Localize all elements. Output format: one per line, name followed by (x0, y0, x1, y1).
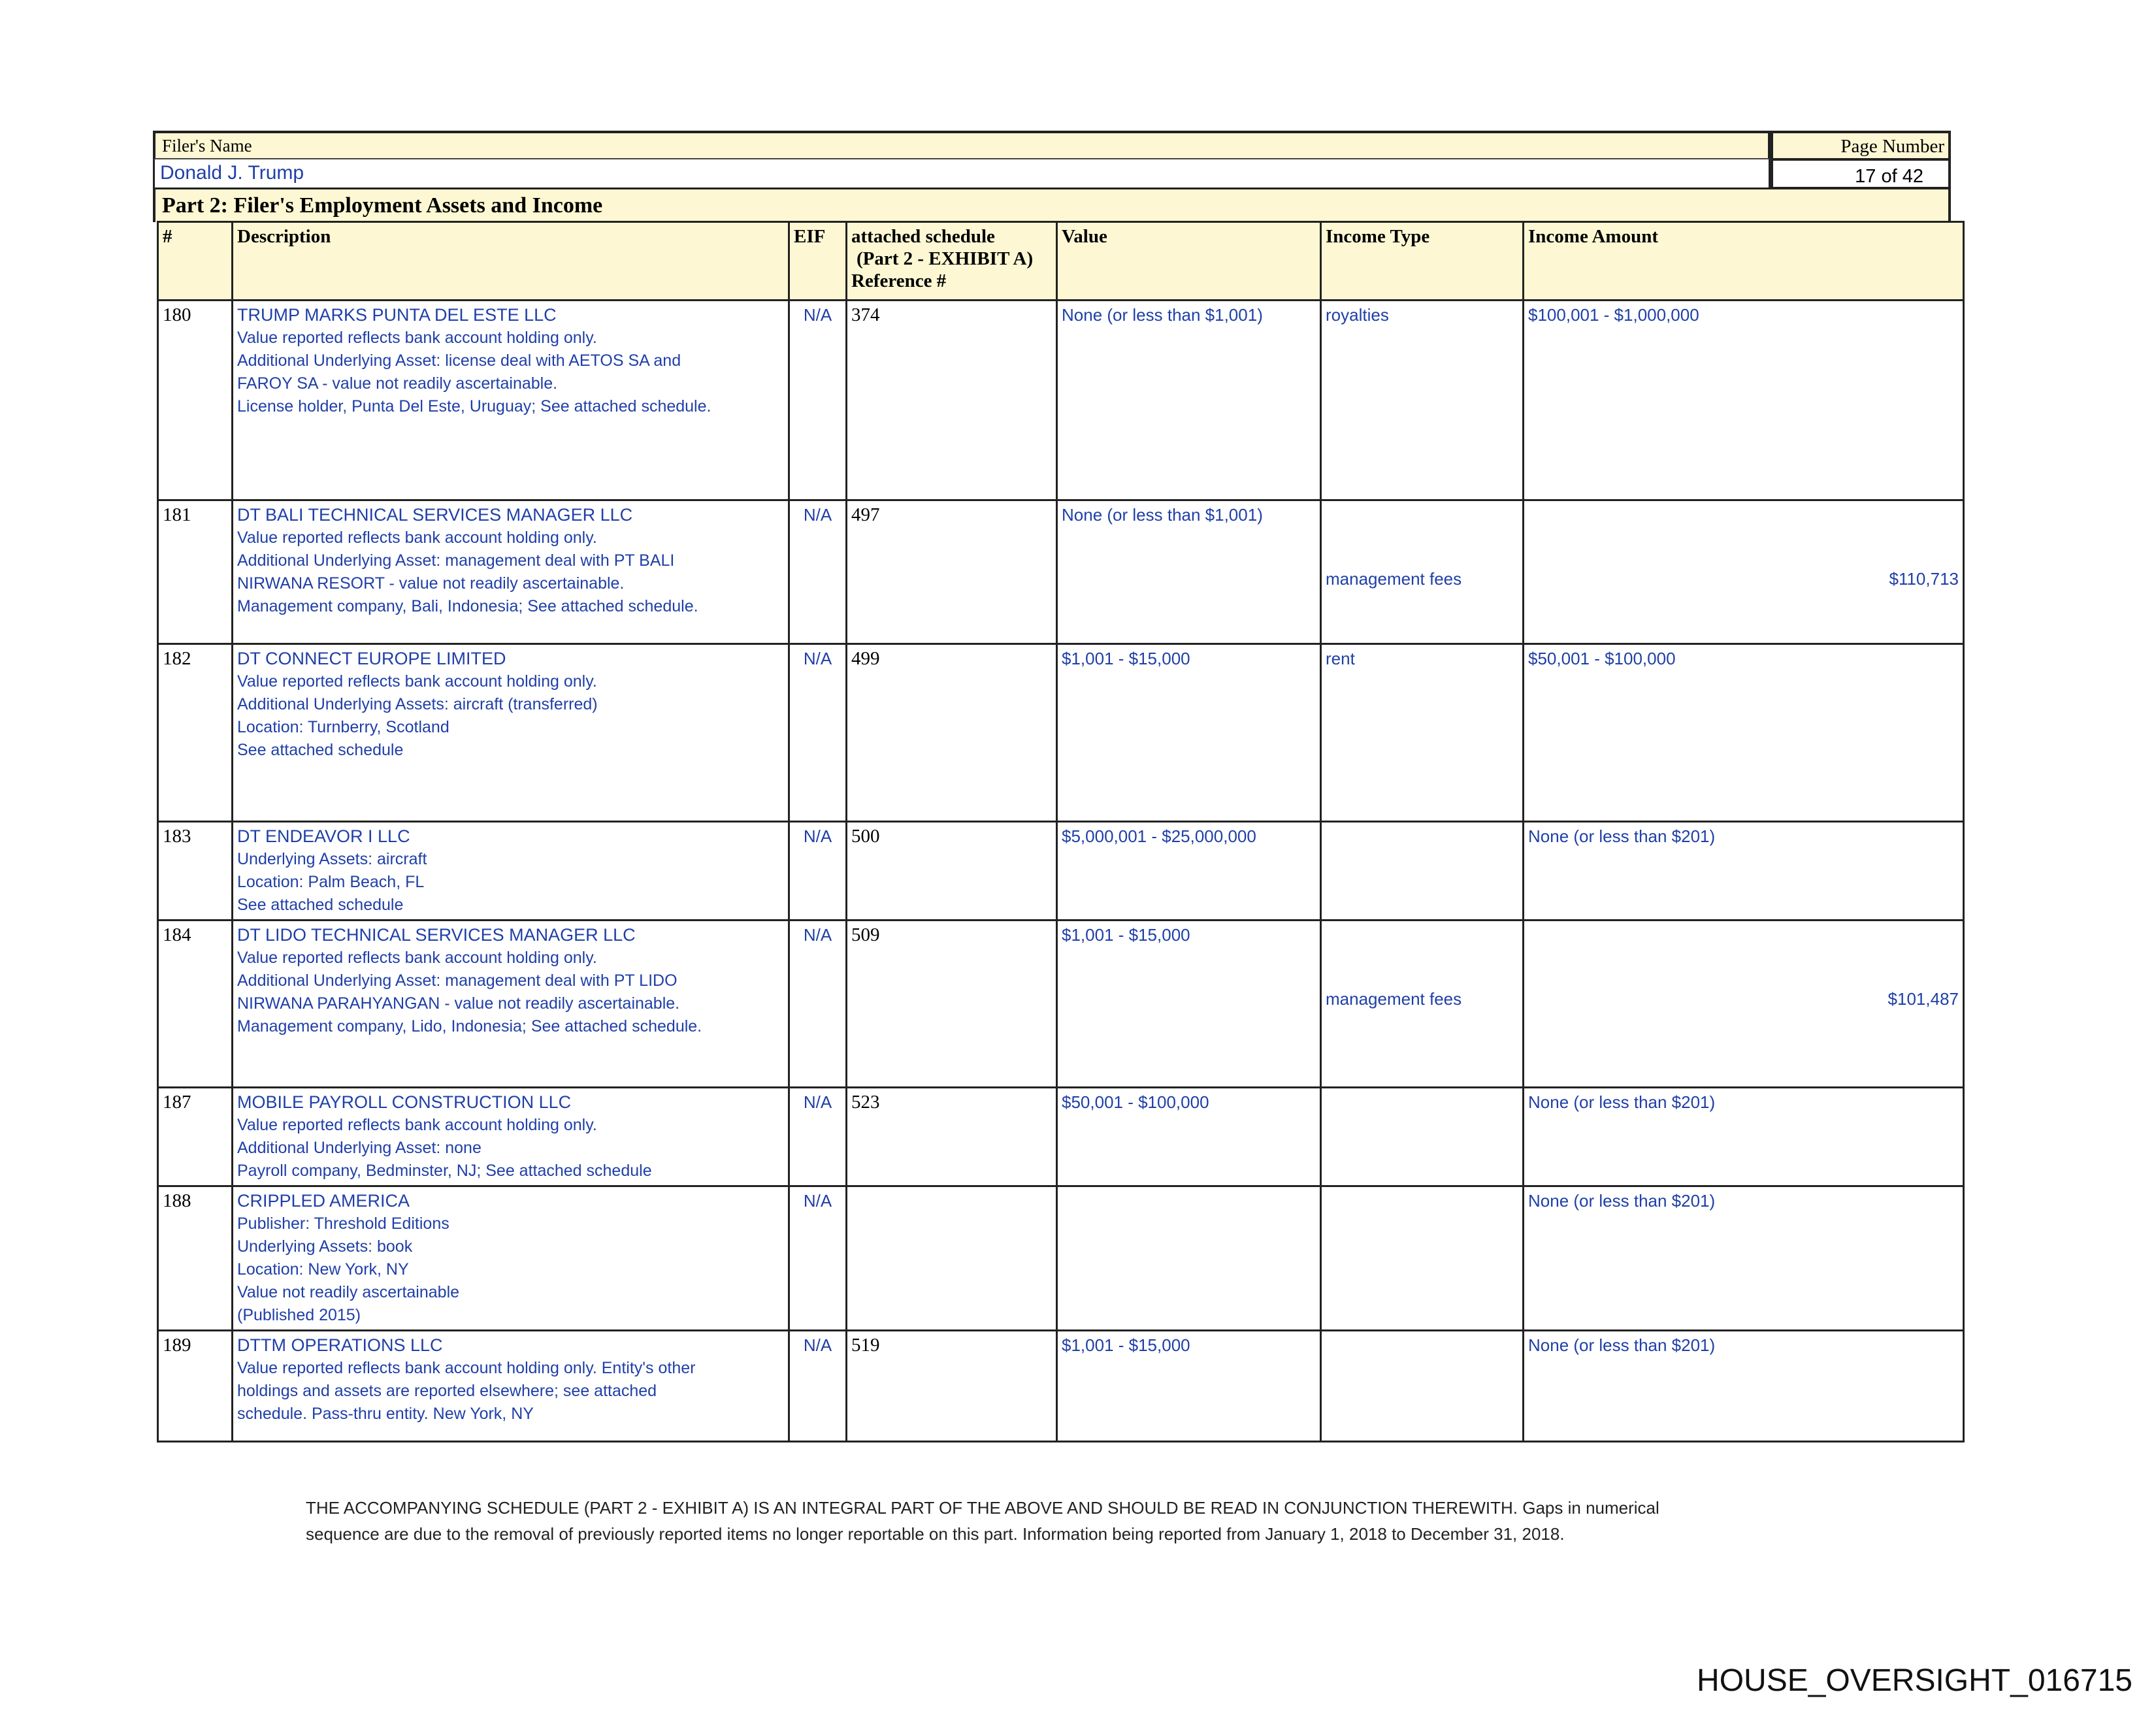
row-income-amount (1524, 921, 1964, 1088)
row-eif: N/A (789, 644, 847, 822)
document-id: HOUSE_OVERSIGHT_016715 (1697, 1663, 2132, 1698)
row-description-line: License holder, Punta Del Este, Uruguay; See attached schedule. (237, 397, 711, 416)
row-schedule-ref: 509 (847, 921, 1057, 1088)
row-value: None (or less than $1,001) (1057, 500, 1321, 644)
table-header-row (158, 222, 1964, 301)
row-eif: N/A (789, 1331, 847, 1442)
row-income-type-text: management fees (1326, 989, 1462, 1009)
table-row (158, 1331, 1964, 1442)
filer-name-value-row (153, 159, 1771, 189)
row-description-line: Underlying Assets: aircraft (237, 850, 427, 868)
row-value: $50,001 - $100,000 (1057, 1088, 1321, 1186)
row-description-line: Additional Underlying Asset: license deal with AETOS SA and (237, 351, 681, 370)
row-eif: N/A (789, 822, 847, 921)
row-income-type-text: royalties (1326, 305, 1389, 325)
row-description-line: schedule. Pass-thru entity. New York, NY (237, 1405, 534, 1423)
row-description (233, 921, 789, 1088)
row-number: 189 (158, 1331, 233, 1442)
row-schedule-ref: 374 (847, 301, 1057, 500)
table-row (158, 1186, 1964, 1331)
table-row (158, 301, 1964, 500)
row-schedule-ref: 519 (847, 1331, 1057, 1442)
filer-name-label: Filer's Name (162, 136, 252, 155)
row-description-line: holdings and assets are reported elsewhere; see attached (237, 1382, 657, 1400)
row-income-type (1321, 1186, 1524, 1331)
table-row (158, 921, 1964, 1088)
row-description-line: Value reported reflects bank account holding only. Entity's other (237, 1359, 696, 1377)
row-value: None (or less than $1,001) (1057, 301, 1321, 500)
row-eif: N/A (789, 1088, 847, 1186)
row-income-amount (1524, 1088, 1964, 1186)
col-header-eif: EIF (789, 222, 847, 301)
row-income-amount (1524, 822, 1964, 921)
row-income-amount-text: $100,001 - $1,000,000 (1528, 305, 1699, 325)
row-description-line: Value reported reflects bank account holding only. (237, 1116, 597, 1134)
col-header-schedule-line2: (Part 2 - EXHIBIT A) (857, 248, 1034, 269)
row-title: CRIPPLED AMERICA (237, 1191, 410, 1211)
row-description-line: Underlying Assets: book (237, 1237, 413, 1256)
filer-name-label-row (153, 131, 1771, 159)
row-income-type-text: rent (1326, 649, 1355, 668)
row-description-line: Value reported reflects bank account holding only. (237, 949, 597, 967)
col-header-description: Description (233, 222, 789, 301)
part-title-row (153, 189, 1951, 222)
col-header-schedule-line1: attached schedule (851, 226, 995, 247)
row-description-line: Additional Underlying Assets: aircraft (transferred) (237, 695, 598, 713)
row-description-line: Location: New York, NY (237, 1260, 409, 1279)
row-income-type (1321, 500, 1524, 644)
row-income-type (1321, 1331, 1524, 1442)
row-schedule-ref: 500 (847, 822, 1057, 921)
table-row (158, 822, 1964, 921)
col-header-schedule-line3: Reference # (851, 270, 947, 291)
row-description-line: Value not readily ascertainable (237, 1283, 460, 1301)
row-income-type (1321, 644, 1524, 822)
row-number: 188 (158, 1186, 233, 1331)
part-title: Part 2: Filer's Employment Assets and Income (162, 193, 603, 218)
table-body (158, 301, 1964, 1442)
row-title: MOBILE PAYROLL CONSTRUCTION LLC (237, 1092, 572, 1112)
row-schedule-ref: 497 (847, 500, 1057, 644)
row-description-line: See attached schedule (237, 741, 404, 759)
row-description-line: Publisher: Threshold Editions (237, 1214, 449, 1233)
col-header-income-type: Income Type (1321, 222, 1524, 301)
row-income-type (1321, 1088, 1524, 1186)
row-income-type (1321, 822, 1524, 921)
row-income-amount-text: $110,713 (1889, 569, 1959, 589)
col-header-num: # (158, 222, 233, 301)
row-title: DT ENDEAVOR I LLC (237, 826, 410, 846)
table-row (158, 500, 1964, 644)
row-description (233, 500, 789, 644)
row-schedule-ref: 499 (847, 644, 1057, 822)
row-description-line: Value reported reflects bank account holding only. (237, 672, 597, 691)
filer-name-value: Donald J. Trump (160, 162, 304, 184)
page-number-value-box (1771, 161, 1951, 189)
row-description-line: Payroll company, Bedminster, NJ; See attached schedule (237, 1162, 652, 1180)
row-number: 181 (158, 500, 233, 644)
row-title: TRUMP MARKS PUNTA DEL ESTE LLC (237, 305, 557, 325)
row-income-type (1321, 301, 1524, 500)
row-income-amount-text: $50,001 - $100,000 (1528, 649, 1676, 668)
assets-income-table (157, 221, 1965, 1442)
row-description (233, 1088, 789, 1186)
row-income-amount (1524, 1331, 1964, 1442)
row-description-line: FAROY SA - value not readily ascertainable. (237, 374, 558, 393)
row-value: $1,001 - $15,000 (1057, 1331, 1321, 1442)
row-description-line: NIRWANA RESORT - value not readily ascertainable. (237, 574, 625, 593)
col-header-income-amount: Income Amount (1524, 222, 1964, 301)
row-schedule-ref: 523 (847, 1088, 1057, 1186)
row-title: DT CONNECT EUROPE LIMITED (237, 649, 506, 668)
row-value: $5,000,001 - $25,000,000 (1057, 822, 1321, 921)
row-description-line: Location: Turnberry, Scotland (237, 718, 449, 736)
row-description-line: Management company, Lido, Indonesia; See attached schedule. (237, 1017, 702, 1035)
col-header-value: Value (1057, 222, 1321, 301)
row-schedule-ref (847, 1186, 1057, 1331)
row-description (233, 644, 789, 822)
footer-note-line1: THE ACCOMPANYING SCHEDULE (PART 2 - EXHIBIT A) IS AN INTEGRAL PART OF THE ABOVE AND SHOULD BE READ IN CONJUNCTION THEREWITH. Gaps in numerical (306, 1498, 1659, 1518)
row-description (233, 301, 789, 500)
row-eif: N/A (789, 500, 847, 644)
row-income-amount (1524, 644, 1964, 822)
row-eif: N/A (789, 301, 847, 500)
footer-note (306, 1495, 1900, 1547)
row-income-type (1321, 921, 1524, 1088)
row-description-line: Location: Palm Beach, FL (237, 873, 425, 891)
row-income-amount-text: $101,487 (1887, 989, 1959, 1009)
row-number: 183 (158, 822, 233, 921)
row-number: 187 (158, 1088, 233, 1186)
row-income-amount-text: None (or less than $201) (1528, 1191, 1716, 1211)
row-description-line: (Published 2015) (237, 1306, 361, 1324)
row-title: DT BALI TECHNICAL SERVICES MANAGER LLC (237, 505, 633, 525)
row-number: 184 (158, 921, 233, 1088)
page-number-label: Page Number (1840, 136, 1944, 157)
row-description-line: Additional Underlying Asset: management deal with PT LIDO (237, 971, 678, 990)
col-header-schedule (847, 222, 1057, 301)
row-title: DT LIDO TECHNICAL SERVICES MANAGER LLC (237, 925, 636, 945)
row-income-amount (1524, 500, 1964, 644)
row-income-amount-text: None (or less than $201) (1528, 1335, 1716, 1355)
row-value: $1,001 - $15,000 (1057, 921, 1321, 1088)
row-number: 180 (158, 301, 233, 500)
table-row (158, 1088, 1964, 1186)
row-description-line: Value reported reflects bank account holding only. (237, 529, 597, 547)
row-description-line: Value reported reflects bank account holding only. (237, 329, 597, 347)
row-income-type-text: management fees (1326, 569, 1462, 589)
row-number: 182 (158, 644, 233, 822)
footer-note-line2: sequence are due to the removal of previously reported items no longer reportable on this part. Information being reported from January 1, 2018 to December 31, 2018. (306, 1524, 1565, 1544)
row-title: DTTM OPERATIONS LLC (237, 1335, 443, 1355)
row-description-line: NIRWANA PARAHYANGAN - value not readily ascertainable. (237, 994, 680, 1013)
row-eif: N/A (789, 1186, 847, 1331)
row-description-line: Additional Underlying Asset: none (237, 1139, 482, 1157)
row-income-amount (1524, 301, 1964, 500)
row-description-line: See attached schedule (237, 896, 404, 914)
row-description-line: Management company, Bali, Indonesia; See attached schedule. (237, 597, 698, 615)
row-description (233, 822, 789, 921)
row-income-amount-text: None (or less than $201) (1528, 1092, 1716, 1112)
table-row (158, 644, 1964, 822)
page-number-label-box (1771, 131, 1951, 161)
row-income-amount (1524, 1186, 1964, 1331)
page-number-value: 17 of 42 (1855, 166, 1923, 187)
row-value (1057, 1186, 1321, 1331)
row-eif: N/A (789, 921, 847, 1088)
row-income-amount-text: None (or less than $201) (1528, 826, 1716, 846)
row-description-line: Additional Underlying Asset: management deal with PT BALI (237, 551, 675, 570)
row-description (233, 1331, 789, 1442)
row-value: $1,001 - $15,000 (1057, 644, 1321, 822)
row-description (233, 1186, 789, 1331)
